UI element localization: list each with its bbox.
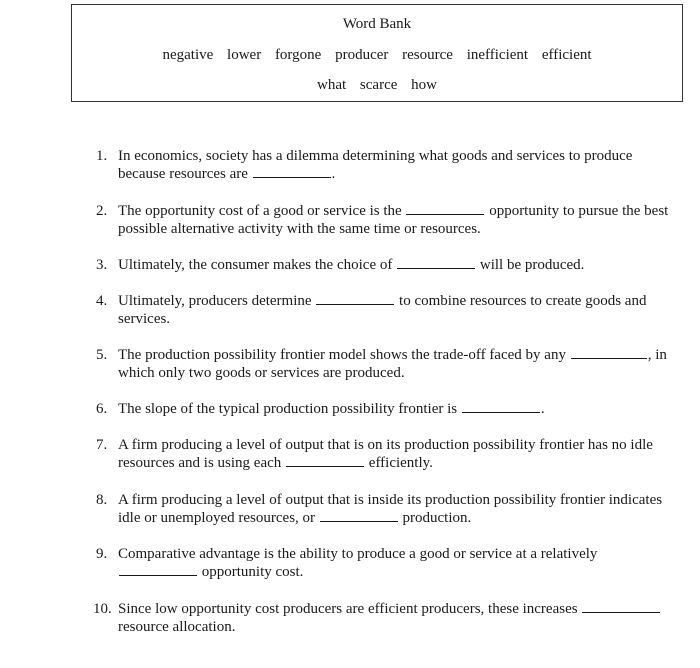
question-number: 10. <box>93 601 112 617</box>
word-bank-word: forgone <box>274 47 322 63</box>
question-text <box>118 292 676 328</box>
answer-blank[interactable] <box>286 454 364 467</box>
question-number: 8. <box>96 492 108 508</box>
question-text-after: resource allocation. <box>118 619 236 635</box>
question-text-after: . <box>540 401 545 417</box>
question-text-after: will be produced. <box>479 257 585 273</box>
question-text <box>118 147 676 183</box>
question-text-before: Ultimately, the consumer makes the choice of <box>118 257 393 273</box>
question-number: 4. <box>96 293 108 309</box>
question-text-before: Comparative advantage is the ability to produce a good or service at a relatively <box>118 546 598 562</box>
question-text-before: The production possibility frontier model shows the trade-off faced by any <box>118 347 566 363</box>
word-bank-word: efficient <box>541 47 592 63</box>
question-text-before: Since low opportunity cost producers are efficient producers, these increases <box>118 601 578 617</box>
word-bank-word: negative <box>162 47 214 63</box>
answer-blank[interactable] <box>316 292 394 305</box>
question-text-before: Ultimately, producers determine <box>118 293 312 309</box>
answer-blank[interactable] <box>571 346 647 359</box>
answer-blank[interactable] <box>406 202 484 215</box>
word-bank-word: how <box>411 77 437 93</box>
word-bank-word: resource <box>402 47 453 63</box>
question-text-before: A firm producing a level of output that is inside its production possibility frontier indicates idle or unemployed resources, or <box>118 492 663 526</box>
question-text <box>118 346 676 382</box>
question-text-before: A firm producing a level of output that is on its production possibility frontier has no idle resources and is using each <box>118 437 653 471</box>
question-text-after: . <box>331 166 336 182</box>
word-bank-word: producer <box>335 47 389 63</box>
word-bank-box <box>71 4 683 102</box>
question-number: 6. <box>96 401 108 417</box>
answer-blank[interactable] <box>320 509 398 522</box>
question-text <box>118 436 676 472</box>
question-number: 3. <box>96 257 108 273</box>
question-text-before: The opportunity cost of a good or service is the <box>118 203 402 219</box>
question-text-after: opportunity cost. <box>201 564 304 580</box>
question-text <box>118 400 676 418</box>
word-bank-word: inefficient <box>466 47 529 63</box>
question-text-before: The slope of the typical production possibility frontier is <box>118 401 458 417</box>
word-bank-word: lower <box>227 47 262 63</box>
word-bank-word: what <box>317 77 347 93</box>
question-text <box>118 600 676 636</box>
question-text <box>118 545 676 581</box>
answer-blank[interactable] <box>462 400 540 413</box>
answer-blank[interactable] <box>397 256 475 269</box>
word-bank-row-1 <box>72 47 682 64</box>
word-bank-title: Word Bank <box>342 16 412 32</box>
question-text-after: , in which only two goods or services are produced. <box>118 347 667 381</box>
question-text-after: efficiently. <box>368 455 433 471</box>
question-number: 7. <box>96 437 108 453</box>
word-bank-word: scarce <box>359 77 398 93</box>
question-text-after: opportunity to pursue the best possible alternative activity with the same time or resources. <box>118 203 669 237</box>
question-text-before: In economics, society has a dilemma determining what goods and services to produce because resources are <box>118 148 633 182</box>
question-text-after: production. <box>402 510 472 526</box>
question-number: 5. <box>96 347 108 363</box>
question-number: 2. <box>96 203 108 219</box>
question-text <box>118 491 676 527</box>
question-text <box>118 202 676 238</box>
answer-blank[interactable] <box>253 165 331 178</box>
question-number: 9. <box>96 546 108 562</box>
answer-blank[interactable] <box>582 600 660 613</box>
word-bank-row-2 <box>72 77 682 94</box>
question-number: 1. <box>96 148 108 164</box>
question-text-after: to combine resources to create goods and services. <box>118 293 647 327</box>
question-text <box>118 256 676 274</box>
answer-blank[interactable] <box>119 563 197 576</box>
